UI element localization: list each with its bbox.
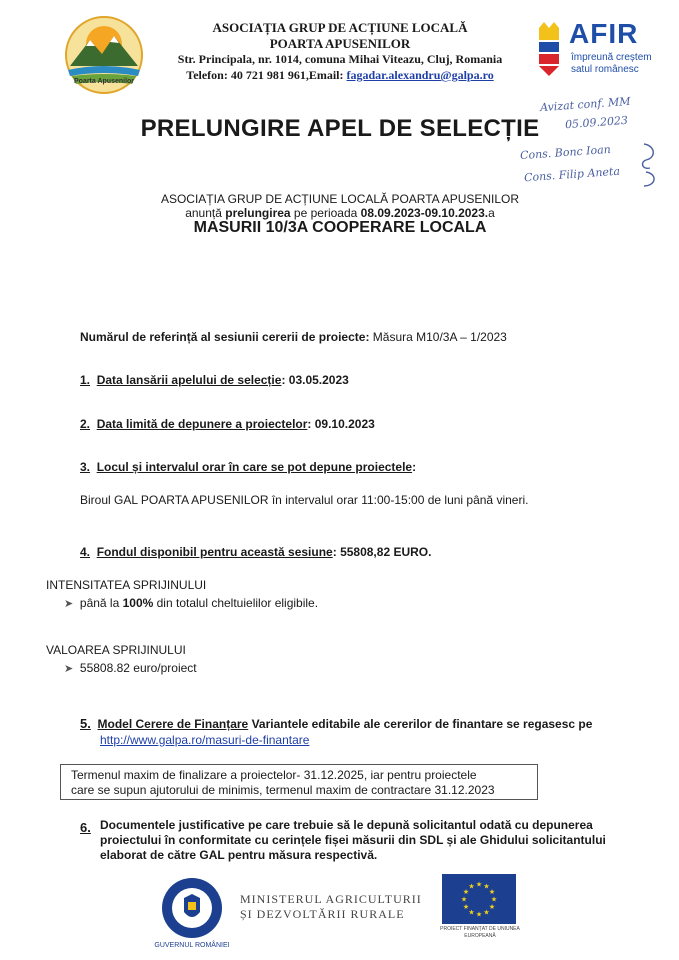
item-6-line-2: proiectului în conformitate cu cerințele fișei măsurii din SDL și ale Ghidului solicitantului [100, 833, 606, 847]
afir-name: AFIR [569, 18, 639, 49]
eu-star-icon: ★ [468, 909, 475, 917]
bullet-icon: ➤ [64, 598, 74, 610]
reference-line [80, 330, 507, 344]
logo-caption: Poarta Apusenilor [74, 78, 135, 85]
item-3-number: 3. [80, 460, 91, 474]
item-2-value: : 09.10.2023 [307, 417, 375, 431]
afir-tagline-1: împreună creștem [571, 52, 652, 63]
eu-star-icon: ★ [462, 889, 470, 896]
deadline-line-1: Termenul maxim de finalizare a proiectelor- 31.12.2025, iar pentru proiectele [71, 768, 477, 782]
deadline-line-2: care se supun ajutorului de minimis, termenul maxim de contractare 31.12.2023 [71, 783, 495, 797]
item-2 [80, 417, 375, 431]
item-5-text: Variantele editabile ale cererilor de finantare se regasesc pe [248, 717, 593, 731]
item-4-value: : 55808,82 EURO. [332, 545, 432, 559]
ministry-line-2: ȘI DEZVOLTĂRII RURALE [240, 907, 405, 921]
bullet-icon: ➤ [64, 663, 74, 675]
item-3-colon: : [412, 460, 417, 474]
eu-star-icon: ★ [490, 896, 498, 904]
value-item [64, 661, 197, 675]
eu-star-icon: ★ [460, 896, 468, 904]
afir-emblem-icon [535, 20, 565, 78]
value-text: 55808.82 euro/proiect [79, 661, 197, 675]
measure-title: MASURII 10/3A COOPERARE LOCALA [193, 219, 487, 236]
header-org-name: ASOCIAȚIA GRUP DE ACȚIUNE LOCALĂ [212, 20, 468, 35]
handwritten-note-3: Cons. Bonc Ioan [519, 142, 612, 163]
reference-label: Numărul de referință al sesiunii cererii de proiecte: [80, 330, 370, 344]
announce-period: 08.09.2023-09.10.2023. [360, 206, 489, 220]
page-title: PRELUNGIRE APEL DE SELECȚIE [140, 115, 540, 142]
item-2-label: Data limită de depunere a proiectelor [96, 417, 308, 431]
item-4-label: Fondul disponibil pentru această sesiune [96, 545, 333, 559]
item-6-line-3: elaborat de către GAL pentru măsura respectivă. [100, 848, 378, 862]
eu-star-icon: ★ [488, 904, 496, 911]
announce-suffix: a [488, 206, 495, 220]
email-link[interactable]: fagadar.alexandru@galpa.ro [346, 68, 494, 82]
announce-prefix: anunță [185, 206, 226, 220]
item-5 [80, 716, 592, 731]
handwritten-note-1: Avizat conf. MM [539, 94, 631, 115]
afir-tagline-2: satul românesc [571, 64, 639, 75]
seal-text: GUVERNUL ROMÂNIEI [154, 942, 230, 949]
header-contact [150, 68, 530, 83]
eu-star-icon: ★ [475, 881, 483, 889]
header-logo-gal [62, 14, 146, 96]
phone-text: Telefon: 40 721 981 961,Email: [186, 68, 347, 82]
intensity-suffix: din totalul cheltuielilor eligibile. [153, 596, 319, 610]
signature-mark [636, 140, 662, 190]
ministry-line-1: MINISTERUL AGRICULTURII [240, 892, 422, 906]
reference-value: Măsura M10/3A – 1/2023 [369, 330, 507, 344]
eu-caption: PROIECT FINANȚAT DE UNIUNEA EUROPEANĂ [440, 926, 520, 939]
handwritten-note-4: Cons. Filip Aneta [523, 164, 621, 185]
item-1-number: 1. [80, 373, 91, 387]
item-5-label: Model Cerere de Finanțare [97, 717, 249, 731]
eu-star-icon: ★ [483, 909, 490, 917]
announce-bold-1: prelungirea [225, 206, 291, 220]
item-2-number: 2. [80, 417, 91, 431]
deadline-box [60, 764, 538, 800]
item-6-number: 6. [80, 820, 91, 835]
measures-link[interactable]: http://www.galpa.ro/masuri-de-finantare [100, 733, 310, 747]
item-4 [80, 545, 431, 559]
header-address: Str. Principala, nr. 1014, comuna Mihai Viteazu, Cluj, Romania [177, 52, 503, 66]
eu-star-icon: ★ [488, 889, 496, 896]
government-seal [160, 876, 224, 940]
value-heading: VALOAREA SPRIJINULUI [46, 643, 186, 657]
intensity-item [64, 596, 318, 610]
item-6-line-1: Documentele justificative pe care trebuie să le depună solicitantul odată cu depunerea [100, 818, 593, 832]
eu-star-icon: ★ [475, 911, 483, 919]
eu-star-icon: ★ [483, 883, 490, 891]
intensity-heading: INTENSITATEA SPRIJINULUI [46, 578, 207, 592]
intensity-percent: 100% [122, 596, 154, 610]
item-1 [80, 373, 349, 387]
item-5-number: 5. [80, 716, 91, 731]
intensity-prefix: până la [79, 596, 123, 610]
item-4-number: 4. [80, 545, 91, 559]
eu-star-icon: ★ [462, 904, 470, 911]
eu-flag [442, 874, 516, 924]
eu-stars-icon [442, 874, 516, 924]
announce-line-2 [100, 206, 580, 220]
item-6-text [100, 818, 606, 863]
item-1-value: : 03.05.2023 [281, 373, 349, 387]
item-3-text: Biroul GAL POARTA APUSENILOR în intervalul orar 11:00-15:00 de luni până vineri. [80, 493, 529, 507]
eu-star-icon: ★ [468, 883, 475, 891]
afir-logo [535, 18, 665, 84]
handwritten-note-2: 05.09.2023 [564, 113, 629, 132]
announce-mid: pe perioada [290, 206, 361, 220]
item-1-label: Data lansării apelului de selecție [96, 373, 282, 387]
item-3-label: Locul și intervalul orar în care se pot depune proiectele [96, 460, 413, 474]
item-3 [80, 460, 416, 474]
announce-line-1: ASOCIAȚIA GRUP DE ACȚIUNE LOCALĂ POARTA APUSENILOR [160, 192, 520, 206]
header-org-sub: POARTA APUSENILOR [269, 36, 411, 51]
